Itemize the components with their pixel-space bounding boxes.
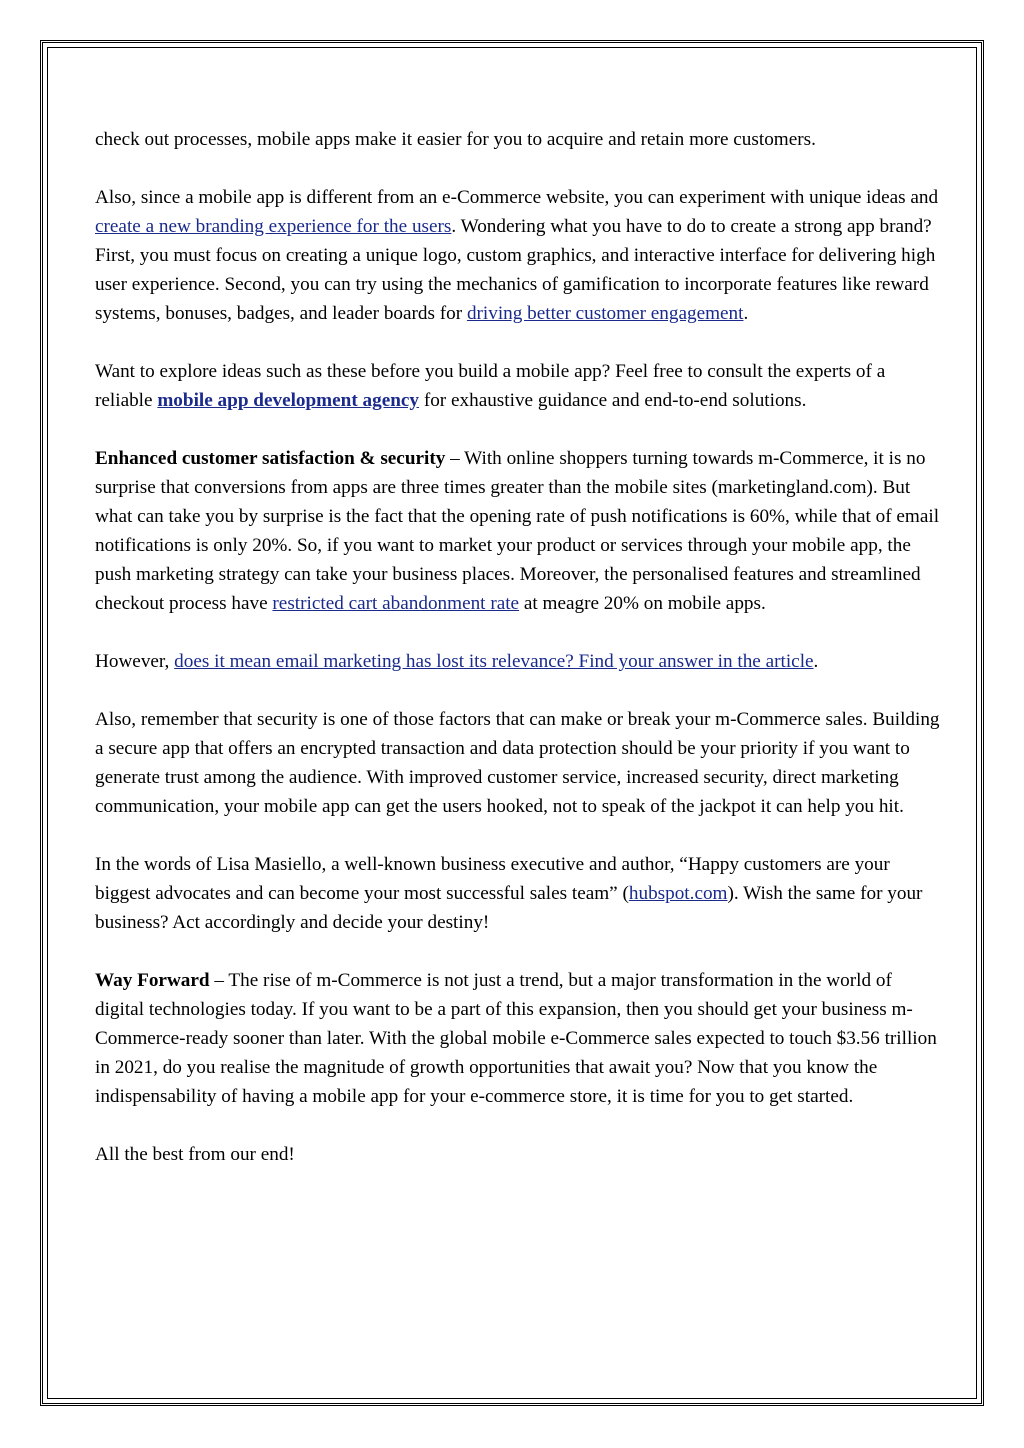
paragraph-text: All the best from our end!: [95, 1144, 295, 1165]
paragraph-way-forward: [95, 966, 945, 1111]
link-branding-experience[interactable]: create a new branding experience for the users: [95, 216, 452, 237]
paragraph-branding: [95, 183, 945, 328]
paragraph-checkout: [95, 125, 945, 154]
paragraph-text: Also, remember that security is one of those factors that can make or break your m-Commerce sales. Building a secure app that offers an encrypted transaction and data protection should be your priority if you want to generate trust among the audience. With improved customer service, increased security, direct marketing communication, your mobile app can get the users hooked, not to speak of the jackpot it can help you hit.: [95, 709, 940, 817]
paragraph-text: – With online shoppers turning towards m-Commerce, it is no surprise that conversions from apps are three times greater than the mobile sites (marketingland.com). But what can take you by surprise is the fact that the opening rate of push notifications is 60%, while that of email notifications is only 20%. So, if you want to market your product or services through your mobile app, the push marketing strategy can take your business places. Moreover, the personalised features and streamlined checkout process have: [95, 448, 940, 614]
paragraph-text: . Wondering what you have to do to create a strong app brand? First, you must focus on creating a unique logo, custom graphics, and interactive interface for delivering high user experience. Second, you can try using the mechanics of gamification to incorporate features like reward systems, bonuses, badges, and leader boards for: [95, 216, 936, 324]
paragraph-text: for exhaustive guidance and end-to-end solutions.: [419, 390, 807, 411]
paragraph-text: check out processes, mobile apps make it easier for you to acquire and retain more customers.: [95, 129, 816, 150]
paragraph-text: In the words of Lisa Masiello, a well-known business executive and author, “Happy customers are your biggest advocates and can become your most successful sales team” (: [95, 854, 890, 904]
section-heading-satisfaction: Enhanced customer satisfaction & security: [95, 448, 446, 469]
paragraph-text: Want to explore ideas such as these before you build a mobile app? Feel free to consult the experts of a reliable: [95, 361, 886, 411]
paragraph-satisfaction-security: [95, 444, 945, 618]
page-frame: [40, 40, 984, 1406]
link-hubspot[interactable]: hubspot.com: [628, 883, 728, 904]
paragraph-quote: [95, 850, 945, 937]
document-body: [95, 125, 945, 1198]
paragraph-text: ). Wish the same for your business? Act accordingly and decide your destiny!: [95, 883, 923, 933]
link-cart-abandonment[interactable]: restricted cart abandonment rate: [272, 593, 520, 614]
paragraph-text: – The rise of m-Commerce is not just a trend, but a major transformation in the world of digital technologies today. If you want to be a part of this expansion, then you should get your business m-Commerce-ready sooner than later. With the global mobile e-Commerce sales expected to touch $3.56 trillion in 2021, do you realise the magnitude of growth opportunities that await you? Now that you know the indispensability of having a mobile app for your e-commerce store, it is time for you to get started.: [95, 970, 937, 1107]
paragraph-email-marketing: [95, 647, 945, 676]
section-heading-way-forward: Way Forward: [95, 970, 210, 991]
paragraph-text: .: [743, 303, 749, 324]
paragraph-text: .: [813, 651, 819, 672]
paragraph-agency: [95, 357, 945, 415]
link-email-marketing-article[interactable]: does it mean email marketing has lost its relevance? Find your answer in the article: [174, 651, 814, 672]
paragraph-closing: [95, 1140, 945, 1169]
link-customer-engagement[interactable]: driving better customer engagement: [466, 303, 744, 324]
paragraph-text: at meagre 20% on mobile apps.: [519, 593, 766, 614]
paragraph-text: However,: [95, 651, 175, 672]
link-app-development-agency[interactable]: mobile app development agency: [157, 390, 420, 411]
paragraph-text: Also, since a mobile app is different from an e-Commerce website, you can experiment with unique ideas and: [95, 187, 939, 208]
paragraph-security: [95, 705, 945, 821]
